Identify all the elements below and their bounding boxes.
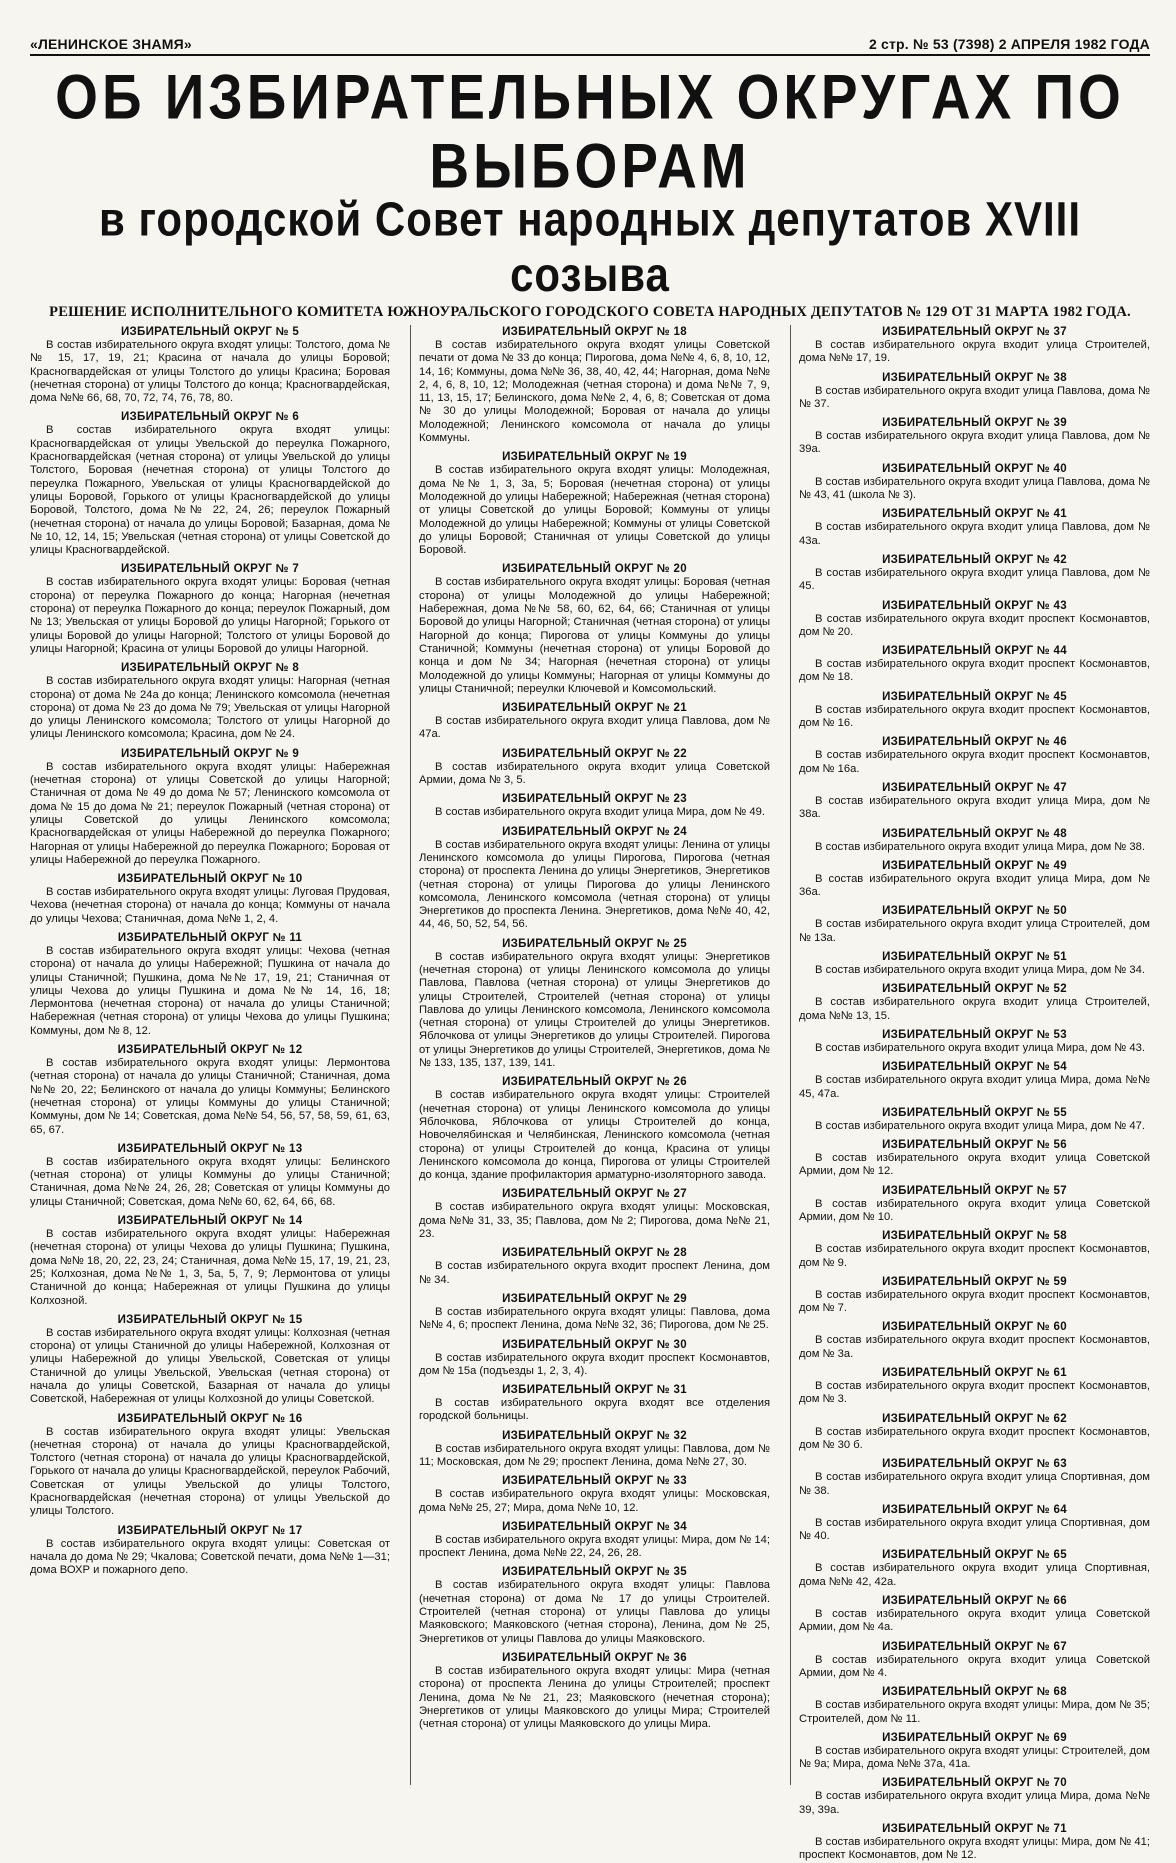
district-text: В состав избирательного округа входит проспект Космонавтов, дом № 7.: [799, 1288, 1150, 1315]
district-text: В состав избирательного округа входят улицы: Увельская (нечетная сторона) от начала до улицы Красногвардейской, Толстого (четная сторона) от начала до улицы Красногвардейской, Горького от начала до улицы Красногвардейской, переулок Рабочий, Советская от улицы Увельской до улицы Толстого, Красногвардейская (нечетная сторона) от улицы Увельской до улицы Толстого.: [30, 1425, 390, 1518]
district-text: В состав избирательного округа входит улица Советской Армии, дом № 10.: [799, 1197, 1150, 1223]
district-title: ИЗБИРАТЕЛЬНЫЙ ОКРУГ № 8: [120, 662, 300, 675]
headline-line-2: в городской Совет народных депутатов XVIII созыва: [99, 192, 1081, 302]
district-block: [799, 1184, 1150, 1225]
district-text: В состав избирательного округа входит проспект Космонавтов, дом № 18.: [799, 658, 1150, 684]
district-text: В состав избирательного округа входит улица Павлова, дома №№ 37.: [799, 384, 1150, 410]
district-text: В состав избирательного округа входит проспект Космонавтов, дом № 3.: [799, 1380, 1150, 1406]
district-title: ИЗБИРАТЕЛЬНЫЙ ОКРУГ № 62: [882, 1412, 1067, 1425]
district-title: ИЗБИРАТЕЛЬНЫЙ ОКРУГ № 12: [117, 1044, 303, 1057]
district-text: В состав избирательного округа входят улицы: Нагорная (четная сторона) от дома № 24а до конца; Ленинского комсомола (нечетная сторона) от дома № 23 до дома № 79; Увельская от улицы Нагорной до улицы Ленинского комсомола; Толстого от улицы Нагорной до улицы Ленинского комсомола; Красина, дом № 24.: [30, 675, 390, 741]
district-text: В состав избирательного округа входит проспект Космонавтов, дом № 9.: [799, 1243, 1150, 1269]
district-title: ИЗБИРАТЕЛЬНЫЙ ОКРУГ № 7: [120, 563, 300, 576]
district-text: В состав избирательного округа входят улицы: Боровая (четная сторона) от переулка Пожарного до конца; Нагорная (нечетная сторона) от переулка Пожарного до конца; переулок Пожарный, дом № 13; Увельская от улицы Боровой до улицы Нагорной; Горького от улицы Боровой до улицы Нагорной; Толстого от улицы Боровой до улицы Нагорной; Красина от улицы Боровой до улицы Нагорной.: [30, 576, 390, 655]
district-title: ИЗБИРАТЕЛЬНЫЙ ОКРУГ № 53: [882, 1028, 1067, 1041]
district-block: [799, 1731, 1150, 1772]
district-block: [30, 747, 390, 867]
district-block: [799, 1320, 1150, 1361]
district-block: [799, 1106, 1150, 1133]
district-text: В состав избирательного округа входит улица Мира, дом № 49.: [435, 806, 765, 819]
district-text: В состав избирательного округа входит улица Строителей, дом № 13а.: [799, 918, 1150, 944]
district-text: В состав избирательного округа входят улицы Советской печати от дома № 33 до конца; Пирогова, дома №№ 4, 6, 8, 10, 12, 14, 16; Коммуны, дома №№ 36, 38, 40, 42, 44; Нагорная, дома №№ 2, 4, 6, 8, 10, 12; Молодежная (четная сторона) и дома №№ 7, 9, 11, 13, 15, 17; Белинского, дома №№ 2, 4, 6, 8; Советская от дома № 30 до улицы Молодежной; Боровая от начала до улицы Молодежной; Ленинского комсомола от начала до улицы Коммуны.: [419, 339, 770, 445]
district-text: В состав избирательного округа входит улица Мира, дом № 38.: [815, 840, 1145, 853]
district-title: ИЗБИРАТЕЛЬНЫЙ ОКРУГ № 49: [882, 859, 1067, 872]
district-title: ИЗБИРАТЕЛЬНЫЙ ОКРУГ № 13: [117, 1142, 303, 1155]
district-text: В состав избирательного округа входит улица Мира, дом № 34.: [815, 964, 1145, 977]
district-block: [419, 825, 770, 932]
district-block: [799, 904, 1150, 945]
district-text: В состав избирательного округа входят улицы: Лермонтова (четная сторона) от начала до улицы Станичной; Станичная, дома №№ 20, 22; Белинского от начала до улицы Коммуны; Белинского (нечетная сторона) от улицы Коммуны до улицы Станичной; Коммуны, дом № 14; Советская, дома №№ 54, 56, 57, 58, 59, 61, 63, 65, 67.: [30, 1057, 390, 1136]
district-text: В состав избирательного округа входят улицы: Белинского (четная сторона) от улицы Коммуны до улицы Станичной; Станичная, дома №№ 24, 26, 28; Советская от улицы Коммуны до улицы Станичной; Советская, дома №№ 60, 62, 64, 66, 68.: [30, 1155, 390, 1208]
district-text: В состав избирательного округа входят улицы: Ленина от улицы Ленинского комсомола до улицы Пирогова, Пирогова (четная сторона) от проспекта Ленина до улицы Энергетиков, Энергетиков (четная сторона) от улицы Пирогова до улицы Ленинского комсомола, Ленинского комсомола (четная сторона) от улицы Энергетиков до проспекта Ленина. Энергетиков, дома №№ 40, 42, 44, 46, 50, 52, 54, 56.: [419, 838, 770, 931]
district-text: В состав избирательного округа входит улица Спортивная, дом № 40.: [799, 1516, 1150, 1543]
district-text: В состав избирательного округа входит улица Строителей, дома №№ 17, 19.: [799, 339, 1150, 365]
district-block: [799, 1776, 1150, 1817]
district-block: [799, 781, 1150, 822]
district-title: ИЗБИРАТЕЛЬНЫЙ ОКРУГ № 39: [882, 417, 1067, 430]
district-block: [30, 1313, 390, 1407]
district-text: В состав избирательного округа входит проспект Космонавтов, дом № 20.: [799, 612, 1150, 638]
district-text: В состав избирательного округа входит улица Павлова, дом № 47а.: [419, 715, 770, 741]
district-text: В состав избирательного округа входят улицы: Колхозная (четная сторона) от улицы Станичной до улицы Набережной, Колхозная от улицы Набережной до улицы Увельской, Советская от улицы Станичной до улицы Увельской, Увельская (четная сторона) от начала до улицы Советской, Базарная от начала до улицы Советской, Набережная от улицы Колхозной до улицы Советской.: [30, 1326, 390, 1406]
district-title: ИЗБИРАТЕЛЬНЫЙ ОКРУГ № 55: [882, 1106, 1067, 1119]
district-block: [799, 1640, 1150, 1681]
district-title: ИЗБИРАТЕЛЬНЫЙ ОКРУГ № 66: [882, 1595, 1067, 1608]
district-text: В состав избирательного округа входит проспект Космонавтов, дом № 16.: [799, 703, 1150, 730]
district-block: [799, 1412, 1150, 1453]
district-block: [799, 827, 1150, 854]
district-title: ИЗБИРАТЕЛЬНЫЙ ОКРУГ № 24: [502, 825, 687, 838]
district-title: ИЗБИРАТЕЛЬНЫЙ ОКРУГ № 16: [117, 1412, 303, 1425]
district-text: В состав избирательного округа входит улица Павлова, дом № 45.: [799, 566, 1150, 593]
district-text: В состав избирательного округа входит улица Советской Армии, дом № 4.: [799, 1653, 1150, 1679]
district-block: [419, 1429, 770, 1470]
district-text: В состав избирательного округа входит улица Спортивная, дома №№ 42, 42а.: [799, 1562, 1150, 1588]
district-text: В состав избирательного округа входит улица Мира, дом № 36а.: [799, 872, 1150, 899]
district-block: [799, 553, 1150, 594]
district-text: В состав избирательного округа входят улицы: Молодежная, дома №№ 1, 3, 3а, 5; Боровая (нечетная сторона) от улицы Молодежной до улицы Набережной; Набережная (четная сторона) от улицы Советской до улицы Боровой; Коммуны от улицы Молодежной до улицы Набережной; Коммуны от улицы Советской до улицы Боровой; Станичная от улицы Советской до улицы Боровой.: [419, 464, 770, 557]
district-title: ИЗБИРАТЕЛЬНЫЙ ОКРУГ № 48: [882, 827, 1067, 840]
district-title: ИЗБИРАТЕЛЬНЫЙ ОКРУГ № 59: [882, 1275, 1067, 1288]
district-title: ИЗБИРАТЕЛЬНЫЙ ОКРУГ № 60: [882, 1321, 1067, 1334]
district-title: ИЗБИРАТЕЛЬНЫЙ ОКРУГ № 25: [502, 937, 687, 950]
district-title: ИЗБИРАТЕЛЬНЫЙ ОКРУГ № 51: [882, 951, 1067, 964]
district-title: ИЗБИРАТЕЛЬНЫЙ ОКРУГ № 21: [502, 702, 687, 715]
district-text: В состав избирательного округа входит улица Советской Армии, дом № 12.: [799, 1152, 1150, 1178]
paper-name: «ЛЕНИНСКОЕ ЗНАМЯ»: [30, 36, 192, 52]
district-title: ИЗБИРАТЕЛЬНЫЙ ОКРУГ № 37: [882, 326, 1067, 338]
district-title: ИЗБИРАТЕЛЬНЫЙ ОКРУГ № 27: [502, 1188, 687, 1201]
district-title: ИЗБИРАТЕЛЬНЫЙ ОКРУГ № 28: [502, 1247, 687, 1260]
article-columns: [30, 325, 1150, 1862]
district-block: [30, 325, 390, 405]
district-text: В состав избирательного округа входят улицы: Павлова, дома №№ 4, 6; проспект Ленина, дома №№ 32, 36; Пирогова, дом № 25.: [419, 1305, 770, 1332]
district-title: ИЗБИРАТЕЛЬНЫЙ ОКРУГ № 18: [502, 326, 687, 338]
district-text: В состав избирательного округа входит улица Павлова, дом № 39а.: [799, 430, 1150, 456]
district-block: [30, 562, 390, 656]
district-text: В состав избирательного округа входят улицы: Набережная (нечетная сторона) от улицы Чехова до улицы Пушкина; Пушкина, дома №№ 18, 20, 22, 23, 24; Станичная, дома №№ 15, 17, 19, 21, 23, 25; Колхозная, дома №№ 1, 3, 5а, 5, 7, 9; Лермонтова от улицы Станичной до конца; Набережная от улицы Пушкина до улицы Колхозной.: [30, 1228, 390, 1307]
district-title: ИЗБИРАТЕЛЬНЫЙ ОКРУГ № 56: [882, 1139, 1067, 1152]
district-title: ИЗБИРАТЕЛЬНЫЙ ОКРУГ № 58: [882, 1230, 1067, 1243]
district-title: ИЗБИРАТЕЛЬНЫЙ ОКРУГ № 20: [502, 563, 687, 576]
district-block: [799, 1138, 1150, 1179]
district-title: ИЗБИРАТЕЛЬНЫЙ ОКРУГ № 43: [882, 599, 1067, 612]
district-text: В состав избирательного округа входит проспект Космонавтов, дом № 15а (подъезды 1, 2, 3, 4).: [419, 1351, 770, 1377]
district-block: [799, 735, 1150, 776]
district-block: [419, 325, 770, 445]
district-block: [30, 661, 390, 741]
district-title: ИЗБИРАТЕЛЬНЫЙ ОКРУГ № 19: [502, 451, 687, 464]
district-text: В состав избирательного округа входят улицы: Боровая (четная сторона) от улицы Молодежной до улицы Набережной; Набережная, дома №№ 58, 60, 62, 64, 66; Станичная от улицы Боровой до улицы Нагорной; Станичная (четная сторона) от улицы Нагорной до конца; Пирогова от улицы Коммуны до улицы Станичной; Коммуны (нечетная сторона) от улицы Боровой до конца и дом № 34; Нагорная (нечетная сторона) от улицы Молодежной до улицы Коммуны; Нагорная от улицы Коммуны до улицы Станичной; переулки Ключевой и Комсомольский.: [419, 576, 770, 695]
district-text: В состав избирательного округа входят улицы: Толстого, дома №№ 15, 17, 19, 21; Красина от начала до улицы Боровой; Красногвардейская от улицы Толстого до улицы Красина; Боровая (нечетная сторона) от улицы Толстого до конца; Красногвардейская, дома №№ 66, 68, 70, 72, 74, 76, 78, 80.: [30, 339, 390, 405]
district-block: [30, 1214, 390, 1308]
district-title: ИЗБИРАТЕЛЬНЫЙ ОКРУГ № 68: [882, 1686, 1067, 1699]
district-text: В состав избирательного округа входят улицы: Мира, дом № 14; проспект Ленина, дома №№ 22, 24, 26, 28.: [419, 1533, 770, 1560]
district-text: В состав избирательного округа входят улицы: Павлова, дом № 11; Московская, дом № 29; проспект Ленина, дома №№ 27, 30.: [419, 1442, 770, 1468]
district-title: ИЗБИРАТЕЛЬНЫЙ ОКРУГ № 40: [882, 462, 1067, 475]
district-block: [799, 416, 1150, 457]
district-text: В состав избирательного округа входят улицы: Мира (четная сторона) от проспекта Ленина до улицы Строителей; проспект Ленина, дома №№ 21, 23; Маяковского (нечетная сторона); Энергетиков от улицы Маяковского до улицы Мира; Строителей (четная сторона) от улицы Маяковского до улицы Мира.: [419, 1664, 770, 1731]
district-title: ИЗБИРАТЕЛЬНЫЙ ОКРУГ № 50: [882, 905, 1067, 918]
district-text: В состав избирательного округа входит улица Мира, дом № 38а.: [799, 794, 1150, 821]
district-block: [30, 410, 390, 557]
district-block: [799, 1822, 1150, 1863]
district-text: В состав избирательного округа входят улицы: Павлова (нечетная сторона) от дома № 17 до улицы Строителей. Строителей (четная сторона) от улицы Павлова до улицы Маяковского; Маяковского (четная сторона), Ленина, дом № 25, Энергетиков от улицы Павлова до улицы Маяковского.: [419, 1579, 770, 1645]
district-title: ИЗБИРАТЕЛЬНЫЙ ОКРУГ № 23: [502, 793, 687, 806]
column-3: [790, 325, 1150, 1862]
district-block: [799, 1548, 1150, 1589]
district-title: ИЗБИРАТЕЛЬНЫЙ ОКРУГ № 11: [117, 931, 303, 944]
district-block: [799, 1229, 1150, 1270]
district-block: [30, 931, 390, 1038]
district-title: ИЗБИРАТЕЛЬНЫЙ ОКРУГ № 15: [117, 1313, 303, 1326]
district-block: [799, 859, 1150, 900]
district-block: [419, 1246, 770, 1287]
district-title: ИЗБИРАТЕЛЬНЫЙ ОКРУГ № 30: [502, 1338, 687, 1351]
district-block: [419, 1474, 770, 1515]
district-title: ИЗБИРАТЕЛЬНЫЙ ОКРУГ № 47: [882, 781, 1067, 794]
district-title: ИЗБИРАТЕЛЬНЫЙ ОКРУГ № 71: [882, 1823, 1067, 1835]
district-text: В состав избирательного округа входит проспект Космонавтов, дом № 3а.: [799, 1334, 1150, 1360]
district-block: [799, 982, 1150, 1023]
district-text: В состав избирательного округа входят улицы: Мира, дом № 41; проспект Космонавтов, дом № 12.: [799, 1836, 1150, 1862]
district-text: В состав избирательного округа входят улицы: Мира, дом № 35; Строителей, дом № 11.: [799, 1699, 1150, 1725]
district-title: ИЗБИРАТЕЛЬНЫЙ ОКРУГ № 45: [882, 690, 1067, 703]
district-block: [799, 325, 1150, 366]
district-title: ИЗБИРАТЕЛЬНЫЙ ОКРУГ № 29: [502, 1292, 687, 1305]
district-title: ИЗБИРАТЕЛЬНЫЙ ОКРУГ № 38: [882, 371, 1067, 384]
district-text: В состав избирательного округа входят улицы: Энергетиков (нечетная сторона) от улицы Ленинского комсомола до улицы Павлова, Павлова (четная сторона) от улицы Энергетиков до улицы Строителей, Строителей (четная сторона) от улицы Павлова до улицы Ленинского комсомола, Ленинского комсомола (четная сторона) от улицы Строителей до улицы Энергетиков. Яблочкова от улицы Энергетиков до улицы Строителей. Пирогова от улицы Энергетиков до улицы Строителей, Энергетиков, дома №№ 133, 135, 137, 139, 141.: [419, 950, 770, 1070]
district-title: ИЗБИРАТЕЛЬНЫЙ ОКРУГ № 10: [117, 873, 303, 886]
district-block: [419, 1292, 770, 1333]
column-1: [30, 325, 390, 1785]
district-block: [799, 1457, 1150, 1498]
district-block: [419, 1338, 770, 1379]
district-title: ИЗБИРАТЕЛЬНЫЙ ОКРУГ № 14: [117, 1215, 303, 1228]
district-title: ИЗБИРАТЕЛЬНЫЙ ОКРУГ № 6: [120, 411, 300, 424]
district-title: ИЗБИРАТЕЛЬНЫЙ ОКРУГ № 34: [502, 1520, 687, 1533]
headline-line-1: ОБ ИЗБИРАТЕЛЬНЫХ ОКРУГАХ ПО ВЫБОРАМ: [55, 60, 1125, 202]
district-block: [799, 1060, 1150, 1101]
district-title: ИЗБИРАТЕЛЬНЫЙ ОКРУГ № 33: [502, 1475, 687, 1488]
district-text: В состав избирательного округа входят улицы: Луговая Прудовая, Чехова (нечетная сторона) от начала до конца; Коммуны от начала до улицы Чехова; Станичная, дома №№ 1, 2, 4.: [30, 886, 390, 925]
district-block: [30, 1043, 390, 1137]
district-text: В состав избирательного округа входят улицы: Московская, дома №№ 25, 27; Мира, дома №№ 10, 12.: [419, 1488, 770, 1514]
district-block: [799, 1594, 1150, 1635]
district-title: ИЗБИРАТЕЛЬНЫЙ ОКРУГ № 57: [882, 1184, 1067, 1197]
issue-info: 2 стр. № 53 (7398) 2 АПРЕЛЯ 1982 ГОДА: [868, 36, 1150, 52]
district-title: ИЗБИРАТЕЛЬНЫЙ ОКРУГ № 5: [120, 326, 300, 338]
district-block: [30, 1142, 390, 1209]
district-title: ИЗБИРАТЕЛЬНЫЙ ОКРУГ № 35: [502, 1566, 687, 1579]
district-text: В состав избирательного округа входят улицы: Красногвардейская от улицы Увельской до переулка Пожарного, Красногвардейская (четная сторона) от улицы Увельской до улицы Толстого, Боровая (нечетная сторона) от улицы Толстого до переулка Пожарного, Увельская от улицы Красногвардейской до улицы Боровой, Горького от улицы Красногвардейской до улицы Боровой, Толстого, дома №№ 22, 24, 26; переулок Пожарный (нечетная сторона) от начала до улицы Боровой; Базарная, дома №№ 10, 12, 14, 15; Увельская (четная сторона) от улицы Советской до улицы Красногвардейской.: [30, 424, 390, 557]
district-block: [799, 507, 1150, 548]
district-block: [799, 599, 1150, 640]
district-text: В состав избирательного округа входит улица Павлова, дома №№ 43, 41 (школа № 3).: [799, 475, 1150, 502]
district-title: ИЗБИРАТЕЛЬНЫЙ ОКРУГ № 52: [882, 983, 1067, 996]
district-block: [419, 450, 770, 557]
district-title: ИЗБИРАТЕЛЬНЫЙ ОКРУГ № 64: [882, 1503, 1067, 1516]
district-text: В состав избирательного округа входит проспект Ленина, дом № 34.: [419, 1260, 770, 1286]
district-block: [799, 690, 1150, 731]
district-block: [30, 1412, 390, 1519]
district-block: [799, 1028, 1150, 1055]
district-title: ИЗБИРАТЕЛЬНЫЙ ОКРУГ № 63: [882, 1458, 1067, 1471]
district-title: ИЗБИРАТЕЛЬНЫЙ ОКРУГ № 67: [882, 1640, 1067, 1653]
district-title: ИЗБИРАТЕЛЬНЫЙ ОКРУГ № 22: [502, 747, 687, 760]
decision-subtitle: РЕШЕНИЕ ИСПОЛНИТЕЛЬНОГО КОМИТЕТА ЮЖНОУРАЛЬСКОГО ГОРОДСКОГО СОВЕТА НАРОДНЫХ ДЕПУТАТОВ № 129 ОТ 31 МАРТА 1982 ГОДА.: [49, 304, 1131, 320]
district-block: [419, 1651, 770, 1731]
district-text: В состав избирательного округа входят все отделения городской больницы.: [419, 1397, 770, 1423]
district-text: В состав избирательного округа входит проспект Космонавтов, дом № 30 б.: [799, 1425, 1150, 1451]
district-title: ИЗБИРАТЕЛЬНЫЙ ОКРУГ № 31: [502, 1384, 687, 1397]
district-block: [799, 462, 1150, 503]
district-text: В состав избирательного округа входит улица Советской Армии, дом № 4а.: [799, 1608, 1150, 1634]
district-title: ИЗБИРАТЕЛЬНЫЙ ОКРУГ № 69: [882, 1731, 1067, 1744]
district-title: ИЗБИРАТЕЛЬНЫЙ ОКРУГ № 65: [882, 1549, 1067, 1562]
district-title: ИЗБИРАТЕЛЬНЫЙ ОКРУГ № 54: [882, 1061, 1067, 1074]
district-title: ИЗБИРАТЕЛЬНЫЙ ОКРУГ № 26: [502, 1076, 687, 1089]
district-title: ИЗБИРАТЕЛЬНЫЙ ОКРУГ № 44: [882, 645, 1067, 658]
district-title: ИЗБИРАТЕЛЬНЫЙ ОКРУГ № 36: [502, 1651, 687, 1664]
district-title: ИЗБИРАТЕЛЬНЫЙ ОКРУГ № 61: [882, 1367, 1067, 1380]
district-block: [419, 1187, 770, 1241]
district-text: В состав избирательного округа входит улица Павлова, дом № 43а.: [799, 521, 1150, 547]
district-block: [419, 792, 770, 819]
district-title: ИЗБИРАТЕЛЬНЫЙ ОКРУГ № 9: [120, 747, 300, 760]
district-block: [799, 644, 1150, 685]
district-text: В состав избирательного округа входят улицы: Набережная (нечетная сторона) от улицы Советской до улицы Нагорной; Станичная от дома № 49 до дома № 57; Ленинского комсомола от дома № 15 до дома № 21; переулок Пожарный (четная сторона) от улицы Советской до улицы Ленинского комсомола; Красногвардейская от улицы Набережной до переулка Пожарного; Нагорная от улицы Набережной до переулка Пожарного; Боровая от улицы Набережной до переулка Пожарного.: [30, 760, 390, 866]
district-block: [799, 1275, 1150, 1316]
district-text: В состав избирательного округа входят улицы: Чехова (четная сторона) от начала до улицы Набережной; Пушкина от начала до улицы Станичной; Пушкина, дома №№ 17, 19, 21; Станичная от улицы Чехова до улицы Пушкина и дома №№ 14, 16, 18; Лермонтова (нечетная сторона) от начала до улицы Станичной; Набережная (четная сторона) от улицы Чехова до улицы Пушкина; Коммуны, дом № 8, 12.: [30, 944, 390, 1037]
district-title: ИЗБИРАТЕЛЬНЫЙ ОКРУГ № 41: [882, 508, 1067, 521]
column-2: [410, 325, 770, 1785]
district-block: [419, 1565, 770, 1645]
district-text: В состав избирательного округа входит улица Строителей, дома №№ 13, 15.: [799, 996, 1150, 1022]
district-block: [799, 1685, 1150, 1726]
district-block: [419, 1075, 770, 1182]
district-title: ИЗБИРАТЕЛЬНЫЙ ОКРУГ № 70: [882, 1777, 1067, 1790]
district-title: ИЗБИРАТЕЛЬНЫЙ ОКРУГ № 17: [117, 1524, 303, 1537]
district-text: В состав избирательного округа входит улица Спортивная, дом № 38.: [799, 1471, 1150, 1497]
district-block: [419, 701, 770, 742]
district-title: ИЗБИРАТЕЛЬНЫЙ ОКРУГ № 32: [502, 1429, 687, 1442]
district-text: В состав избирательного округа входит улица Советской Армии, дома № 3, 5.: [419, 760, 770, 787]
district-block: [799, 371, 1150, 412]
district-text: В состав избирательного округа входит улица Мира, дома №№ 39, 39а.: [799, 1790, 1150, 1816]
district-text: В состав избирательного округа входят улицы: Московская, дома №№ 31, 33, 35; Павлова, дом № 2; Пирогова, дома №№ 21, 23.: [419, 1201, 770, 1241]
district-block: [30, 1524, 390, 1578]
district-block: [799, 1366, 1150, 1407]
district-block: [799, 1503, 1150, 1544]
district-title: ИЗБИРАТЕЛЬНЫЙ ОКРУГ № 42: [882, 553, 1067, 566]
district-block: [419, 747, 770, 788]
district-block: [799, 950, 1150, 977]
district-text: В состав избирательного округа входит улица Мира, дом № 43.: [815, 1041, 1145, 1054]
district-block: [419, 1520, 770, 1561]
district-title: ИЗБИРАТЕЛЬНЫЙ ОКРУГ № 46: [882, 736, 1067, 749]
district-text: В состав избирательного округа входит улица Мира, дом № 47.: [815, 1119, 1145, 1132]
district-block: [419, 1383, 770, 1424]
district-text: В состав избирательного округа входят улицы: Строителей, дом № 9а; Мира, дома №№ 37а, 41а.: [799, 1744, 1150, 1771]
district-text: В состав избирательного округа входит проспект Космонавтов, дом № 16а.: [799, 749, 1150, 775]
masthead: [30, 36, 1150, 56]
district-text: В состав избирательного округа входят улицы: Советская от начала до дома № 29; Чкалова; Советской печати, дома №№ 1—31; дома ВОХР и пожарного депо.: [30, 1537, 390, 1577]
district-text: В состав избирательного округа входит улица Мира, дома №№ 45, 47а.: [799, 1074, 1150, 1100]
district-block: [419, 562, 770, 696]
district-text: В состав избирательного округа входят улицы: Строителей (нечетная сторона) от улицы Ленинского комсомола до улицы Яблочкова, Яблочкова от улицы Строителей до конца, Новочелябинская и Челябинская, Ленинского комсомола (четная сторона) от улицы Строителей до конца, Красина от улицы Ленинского комсомола до конца, Пирогова от улицы Строителей до конца, здание профилактория арматурно-изоляторного завода.: [419, 1089, 770, 1182]
district-block: [30, 872, 390, 926]
district-block: [419, 937, 770, 1071]
